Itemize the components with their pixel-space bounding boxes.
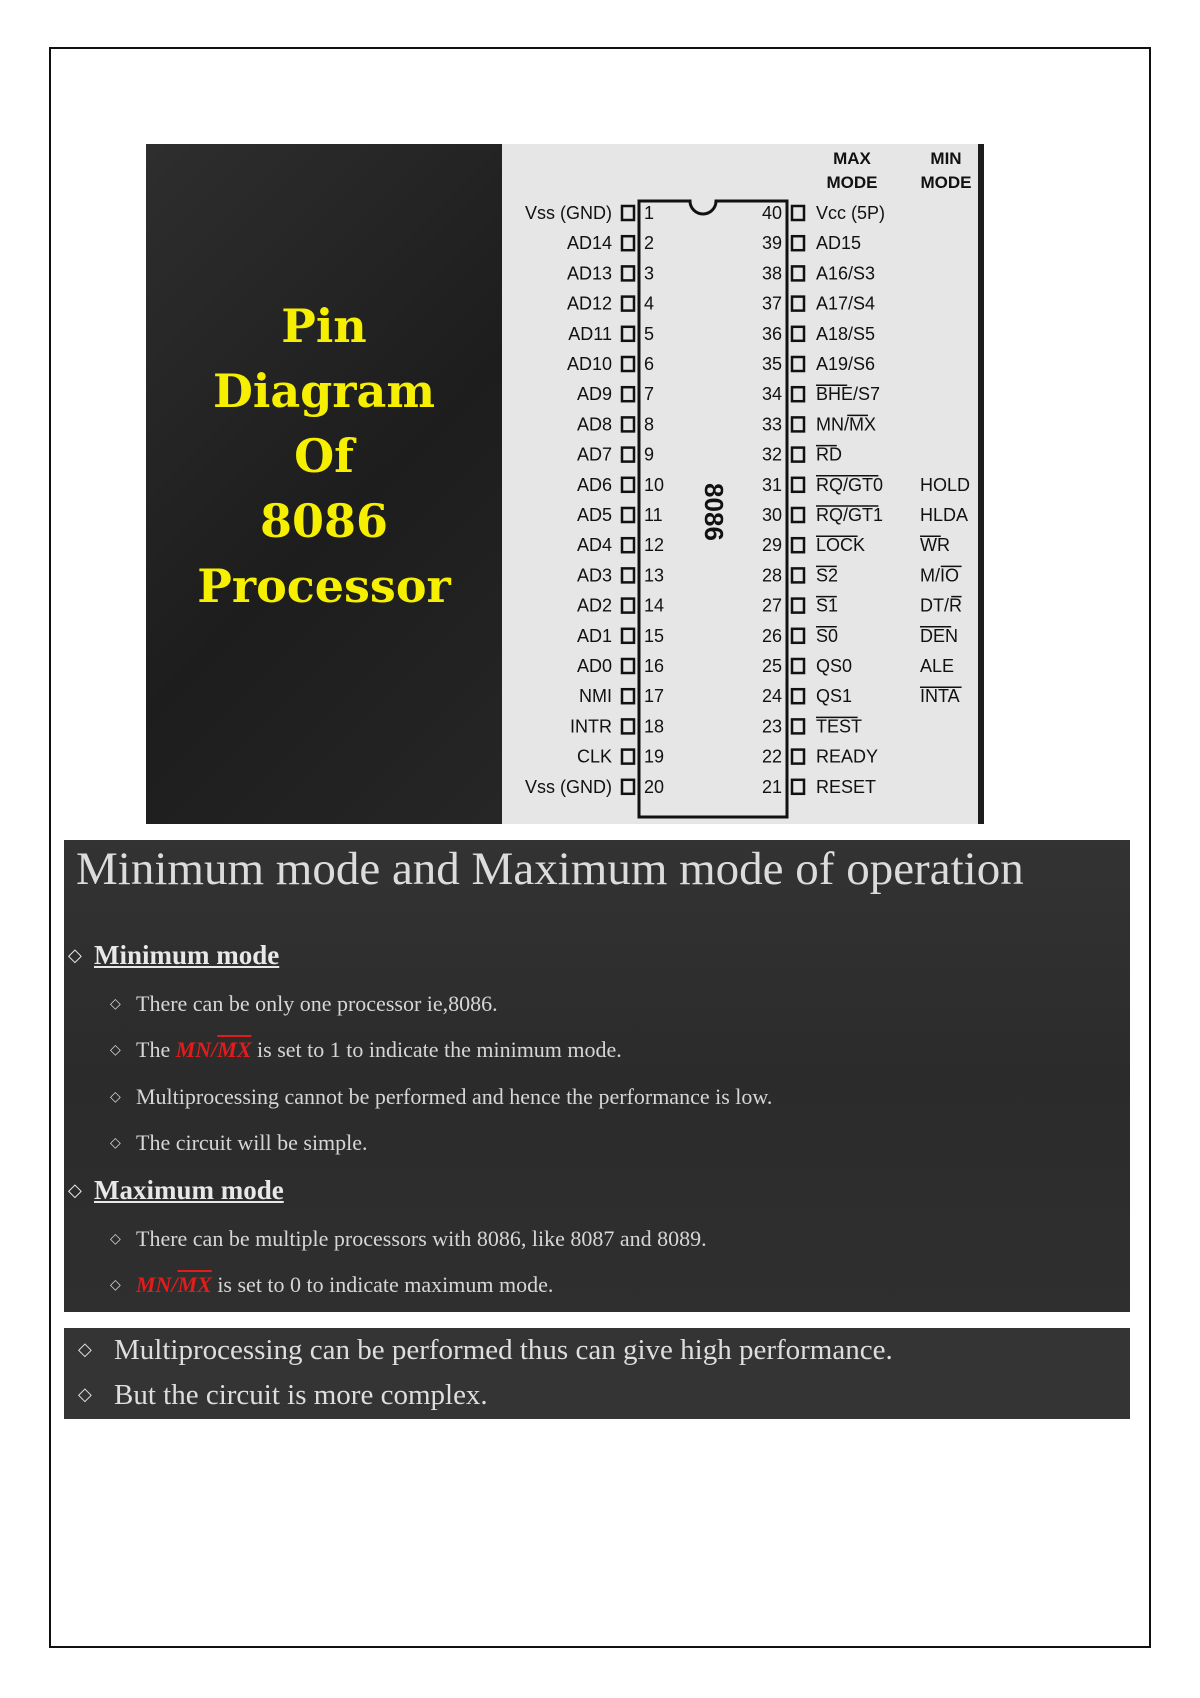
pin-square <box>792 689 804 703</box>
pin-max-name: RD <box>816 444 842 465</box>
pin-square <box>792 297 804 311</box>
pin-number: 29 <box>761 535 782 556</box>
diamond-bullet-icon: ◇ <box>110 1136 121 1151</box>
pin-min-name: M/IO <box>920 565 959 586</box>
pin-square <box>792 750 804 764</box>
list-item-text: The <box>136 1037 176 1062</box>
pin-min-name: HLDA <box>920 505 969 525</box>
pin-square <box>622 266 634 280</box>
pin-name: AD1 <box>576 625 612 646</box>
pin-max-name: A19/S6 <box>816 354 876 374</box>
pin-number: 22 <box>761 746 782 767</box>
pin-square <box>792 387 804 401</box>
pin-number: 35 <box>761 354 782 374</box>
min-mode-header: MODE <box>920 173 972 192</box>
diamond-bullet-icon: ◇ <box>110 997 121 1012</box>
pin-number: 18 <box>644 716 665 737</box>
list-item <box>110 1272 554 1298</box>
diamond-bullet-icon: ◇ <box>110 1232 121 1247</box>
summary-strip <box>64 1328 1130 1419</box>
pin-title <box>146 294 502 619</box>
list-item <box>78 1379 488 1412</box>
pin-number: 14 <box>644 595 665 616</box>
pin-square <box>792 266 804 280</box>
pin-max-name: RQ/GT0 <box>816 474 884 495</box>
pin-number: 34 <box>761 384 782 405</box>
pin-max-name: A18/S5 <box>816 323 876 344</box>
pin-title-line: Processor <box>197 559 451 613</box>
pin-max-name: AD15 <box>816 233 862 254</box>
pin-min-name: ALE <box>920 656 955 676</box>
pin-square <box>622 387 634 401</box>
pin-name: AD3 <box>576 565 612 586</box>
pin-number: 23 <box>761 716 782 737</box>
list-item-text: There can be only one processor ie,8086. <box>136 991 498 1016</box>
pin-name: AD11 <box>568 323 612 344</box>
list-item-text: The circuit will be simple. <box>136 1130 368 1155</box>
signal-part: MN/ <box>175 1037 218 1062</box>
pin-number: 27 <box>761 595 782 616</box>
pin-square <box>622 538 634 552</box>
pin-number: 10 <box>644 474 665 495</box>
pin-number: 13 <box>644 565 665 586</box>
pin-square <box>622 689 634 703</box>
pin-max-name: BHE/S7 <box>816 384 881 405</box>
diamond-bullet-icon: ◇ <box>110 1043 121 1058</box>
mn-mx-signal <box>176 1037 252 1062</box>
pin-number: 36 <box>761 323 782 344</box>
pin-number: 11 <box>644 505 663 525</box>
pin-diagram <box>502 144 978 824</box>
pin-max-name: QS1 <box>816 686 853 707</box>
mn-mx-signal <box>136 1272 212 1297</box>
pin-number: 7 <box>644 384 655 405</box>
pin-square <box>622 508 634 522</box>
pin-number: 19 <box>644 746 665 767</box>
list-item <box>110 1226 707 1252</box>
signal-part-overlined: $\overline{MX}$ <box>217 1037 252 1062</box>
pin-number: 24 <box>761 686 782 707</box>
pin-name: AD12 <box>566 293 612 314</box>
pin-max-name: MN/MX <box>816 414 876 435</box>
pin-name: AD2 <box>576 595 612 616</box>
list-item <box>110 1037 622 1063</box>
pin-number: 2 <box>644 233 655 254</box>
pin-number: 9 <box>644 444 655 465</box>
pin-name: AD5 <box>576 505 612 525</box>
pin-max-name: TEST <box>816 716 863 737</box>
diamond-bullet-icon: ◇ <box>110 1090 121 1105</box>
pin-max-name: Vcc (5P) <box>816 203 886 223</box>
pin-square <box>622 297 634 311</box>
pin-square <box>792 327 804 341</box>
list-item-text: is set to 0 to indicate maximum mode. <box>211 1272 554 1297</box>
pin-square <box>622 357 634 371</box>
list-item-text: is set to 1 to indicate the minimum mode. <box>251 1037 622 1062</box>
pin-number: 21 <box>761 776 782 797</box>
pin-name: AD7 <box>576 444 612 465</box>
pin-name: AD6 <box>576 474 612 495</box>
pin-max-name: RQ/GT1 <box>816 505 884 525</box>
pin-name: AD0 <box>576 656 612 676</box>
pin-name: AD13 <box>566 263 612 284</box>
pin-square <box>792 448 804 462</box>
list-item-text: But the circuit is more complex. <box>114 1379 488 1411</box>
pin-number: 16 <box>644 656 665 676</box>
pin-square <box>622 629 634 643</box>
pin-square <box>792 659 804 673</box>
pin-number: 20 <box>644 776 665 797</box>
max-mode-header: MODE <box>826 173 878 192</box>
pin-number: 32 <box>761 444 782 465</box>
pin-square <box>622 659 634 673</box>
mode-slide <box>64 840 1130 1312</box>
pin-name: AD8 <box>576 414 612 435</box>
pin-min-name: DT/R <box>920 595 962 616</box>
pin-number: 38 <box>761 263 782 284</box>
diamond-bullet-icon: ◇ <box>110 1278 121 1293</box>
signal-part-overlined: $\overline{MX}$ <box>177 1272 212 1297</box>
slide-edge <box>978 144 984 824</box>
pin-name: INTR <box>570 716 612 737</box>
pin-square <box>792 780 804 794</box>
maximum-mode-heading <box>68 1175 284 1206</box>
pin-number: 30 <box>761 505 782 525</box>
signal-part: MN/ <box>136 1272 178 1297</box>
pin-square <box>622 327 634 341</box>
list-item <box>110 1084 773 1110</box>
pin-name: AD4 <box>576 535 612 556</box>
pin-diagram-slide <box>146 144 984 824</box>
pin-max-name: S1 <box>816 595 839 616</box>
pin-number: 25 <box>761 656 782 676</box>
pin-min-name: INTA <box>920 686 960 707</box>
minimum-mode-heading <box>68 940 280 971</box>
pin-title-line: 8086 <box>259 494 389 548</box>
pin-square <box>792 629 804 643</box>
pin-number: 17 <box>644 686 665 707</box>
list-item-text: Multiprocessing can be performed thus can give high performance. <box>114 1334 893 1366</box>
pin-name: Vss (GND) <box>525 776 612 797</box>
pin-number: 37 <box>761 293 782 314</box>
pin-square <box>792 599 804 613</box>
pin-square <box>792 538 804 552</box>
pin-square <box>792 508 804 522</box>
pin-min-name: HOLD <box>920 474 971 495</box>
pin-number: 5 <box>644 323 655 344</box>
pin-min-name: WR <box>920 535 950 556</box>
pin-square <box>622 417 634 431</box>
pin-square <box>792 478 804 492</box>
list-item <box>78 1334 893 1367</box>
pin-max-name: S2 <box>816 565 839 586</box>
pin-name: AD10 <box>566 354 612 374</box>
pin-diagram-panel <box>502 144 978 824</box>
pin-number: 33 <box>761 414 782 435</box>
diamond-bullet-icon: ◇ <box>78 1384 92 1404</box>
pin-square <box>622 750 634 764</box>
pin-square <box>622 206 634 220</box>
pin-square <box>622 599 634 613</box>
diamond-bullet-icon: ◇ <box>68 1180 82 1200</box>
pin-title-line: Pin <box>281 299 367 353</box>
pin-square <box>622 478 634 492</box>
pin-square <box>622 780 634 794</box>
pin-number: 8 <box>644 414 655 435</box>
maximum-mode-heading-text: Maximum mode <box>94 1175 284 1205</box>
pin-square <box>622 719 634 733</box>
list-item-text: Multiprocessing cannot be performed and hence the performance is low. <box>136 1084 773 1109</box>
pin-number: 4 <box>644 293 655 314</box>
pin-max-name: A16/S3 <box>816 263 876 284</box>
pin-name: AD9 <box>576 384 612 405</box>
pin-number: 15 <box>644 625 665 646</box>
pin-number: 6 <box>644 354 655 374</box>
pin-max-name: LOCK <box>816 535 866 556</box>
mode-slide-title: Minimum mode and Maximum mode of operation <box>76 843 1024 895</box>
pin-square <box>792 417 804 431</box>
pin-min-name: DEN <box>920 625 959 646</box>
pin-number: 31 <box>761 474 782 495</box>
pin-name: CLK <box>576 746 612 767</box>
pin-max-name: QS0 <box>816 656 853 676</box>
pin-title-line: Of <box>294 429 354 483</box>
pin-max-name: S0 <box>816 625 839 646</box>
pin-square <box>792 568 804 582</box>
pin-number: 39 <box>761 233 782 254</box>
pin-number: 3 <box>644 263 655 284</box>
pin-name: NMI <box>579 686 612 707</box>
max-mode-header: MAX <box>833 149 871 168</box>
pin-number: 26 <box>761 625 782 646</box>
pin-name: AD14 <box>566 233 612 254</box>
pin-max-name: READY <box>816 746 879 767</box>
list-item <box>110 1130 368 1156</box>
pin-max-name: A17/S4 <box>816 293 876 314</box>
pin-square <box>792 206 804 220</box>
pin-square <box>792 357 804 371</box>
minimum-mode-heading-text: Minimum mode <box>94 940 280 970</box>
diamond-bullet-icon: ◇ <box>68 945 82 965</box>
pin-number: 12 <box>644 535 665 556</box>
list-item <box>110 991 498 1017</box>
list-item-text: There can be multiple processors with 8086, like 8087 and 8089. <box>136 1226 707 1251</box>
pin-number: 40 <box>761 203 782 223</box>
pin-max-name: RESET <box>816 776 877 797</box>
pin-number: 1 <box>644 203 655 223</box>
pin-number: 28 <box>761 565 782 586</box>
pin-square <box>622 448 634 462</box>
pin-square <box>622 236 634 250</box>
diamond-bullet-icon: ◇ <box>78 1339 92 1359</box>
pin-square <box>622 568 634 582</box>
pin-square <box>792 236 804 250</box>
min-mode-header: MIN <box>930 149 962 168</box>
pin-title-line: Diagram <box>212 364 436 418</box>
pin-title-panel <box>146 144 502 824</box>
pin-square <box>792 719 804 733</box>
pin-name: Vss (GND) <box>525 203 612 223</box>
chip-label: 8086 <box>699 483 729 541</box>
